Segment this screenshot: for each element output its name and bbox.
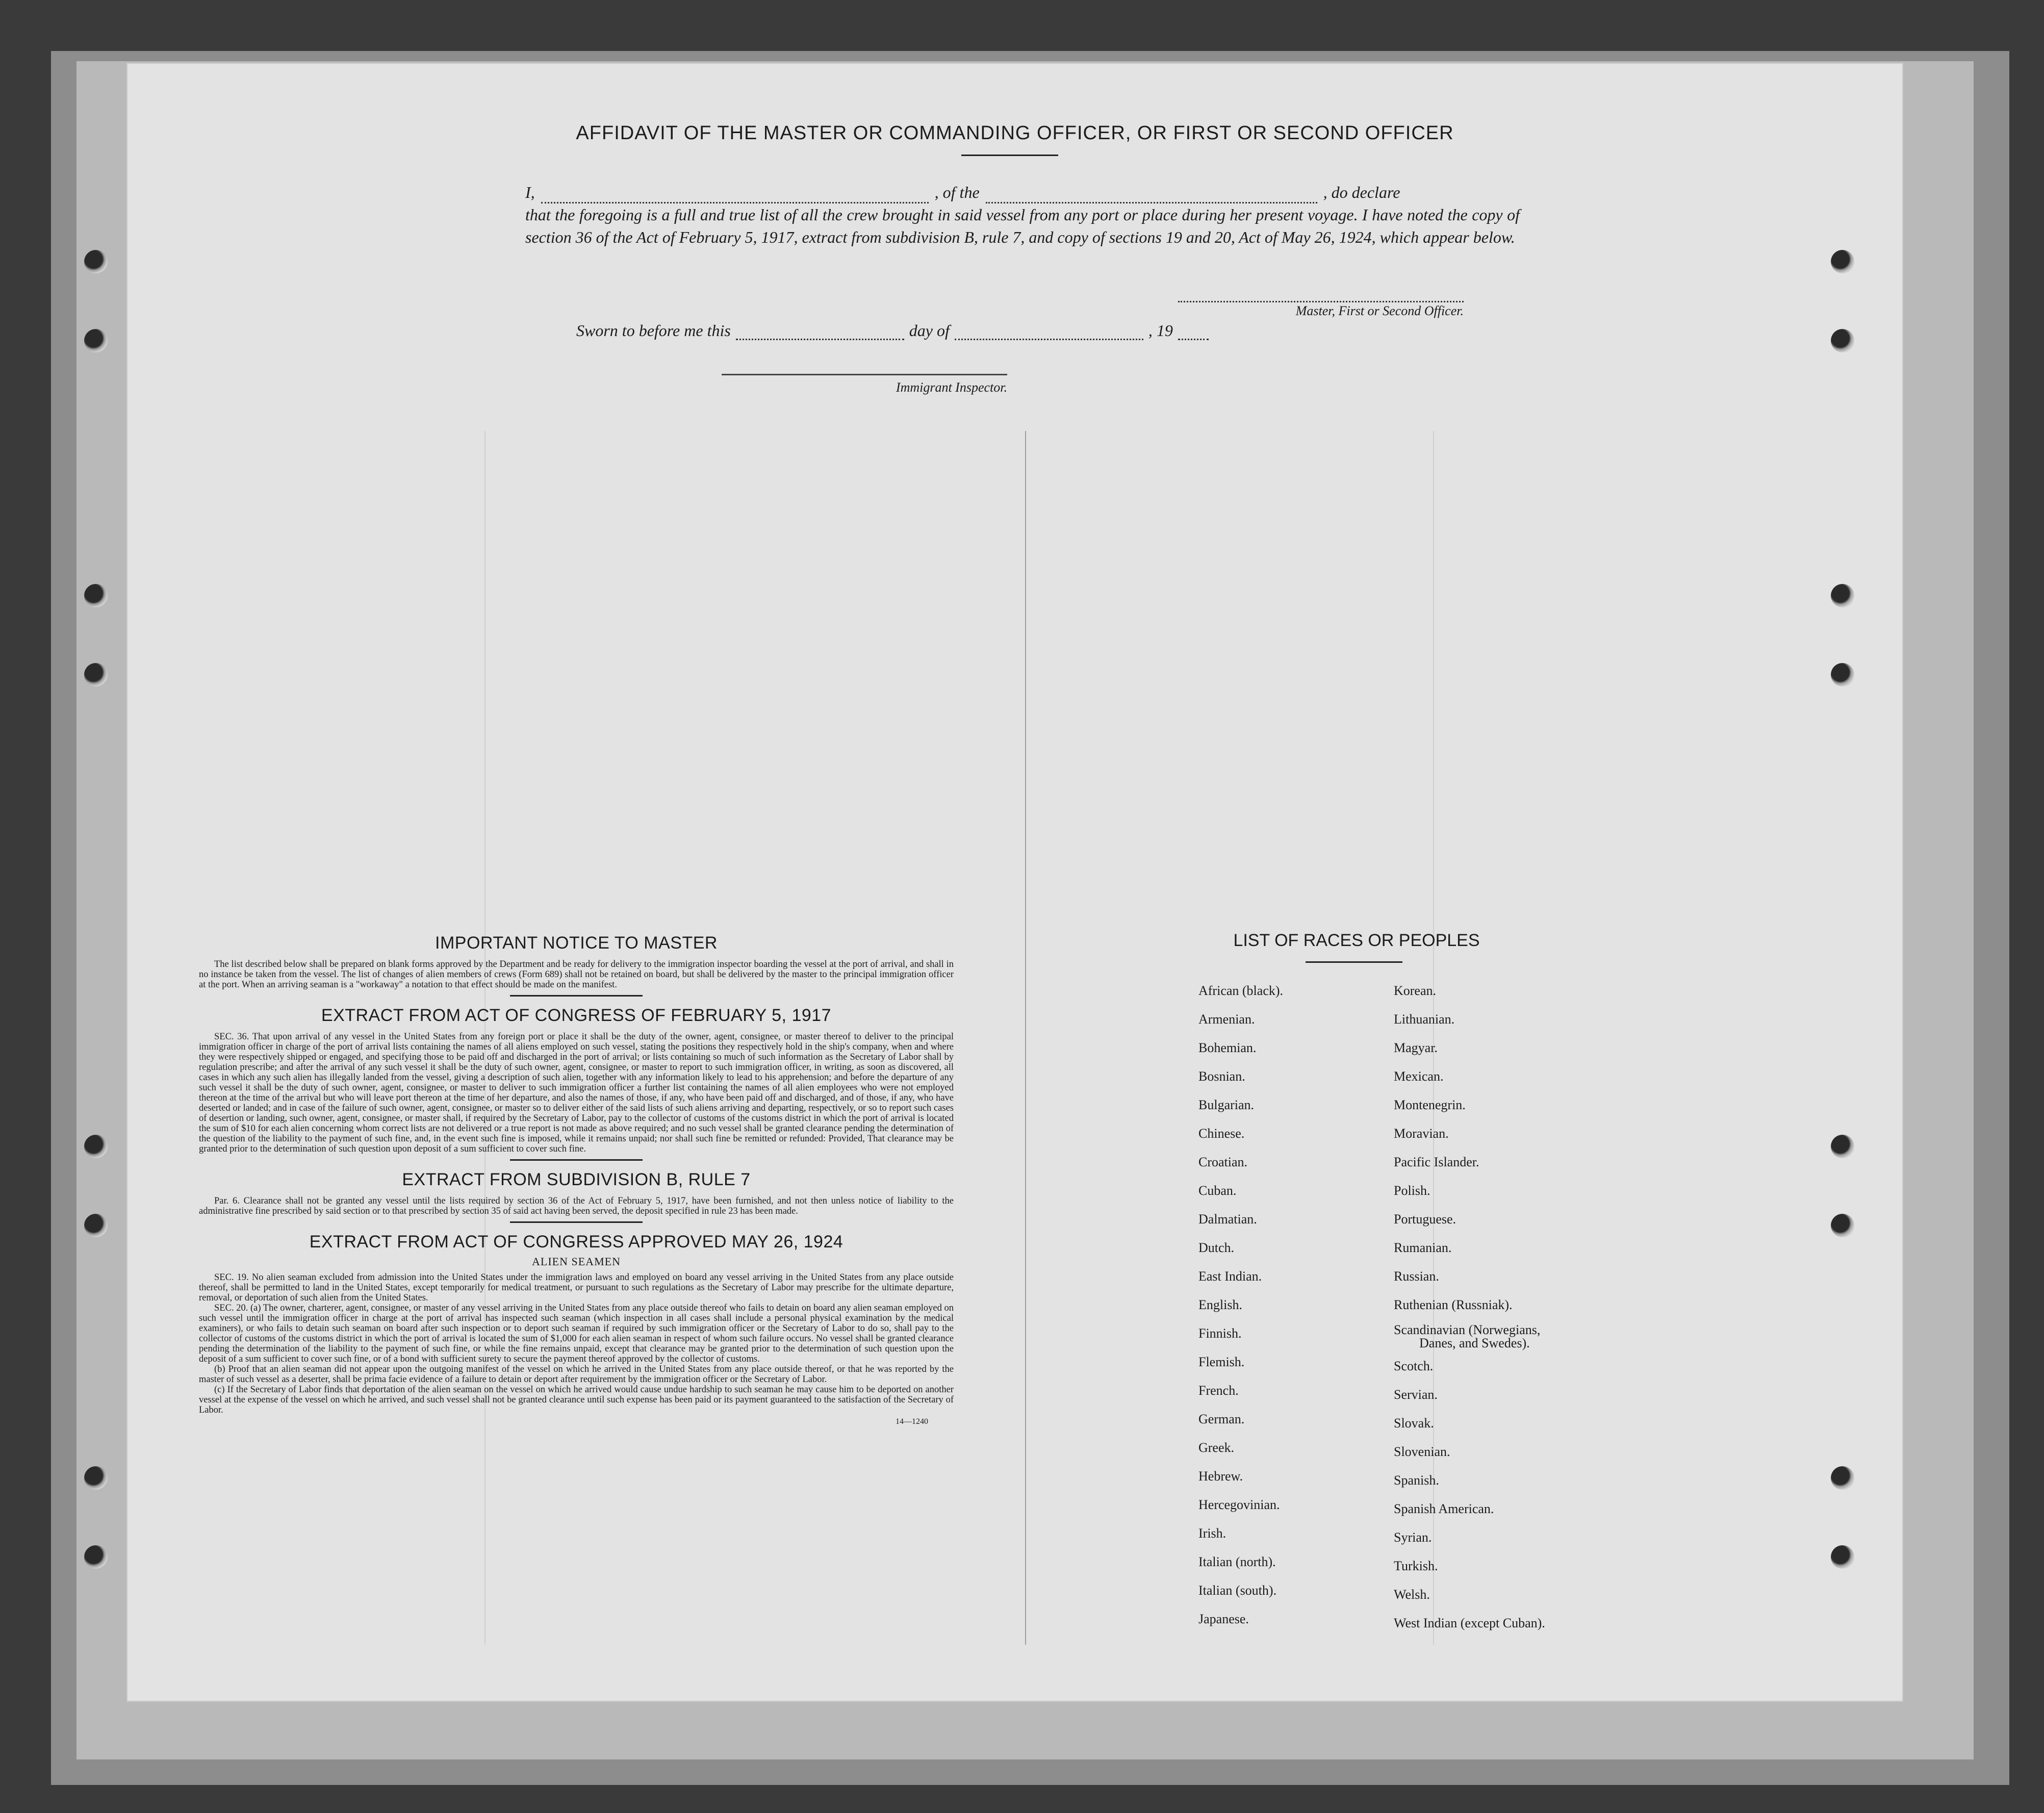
binder-hole-icon bbox=[1831, 1466, 1854, 1490]
race-item: Moravian. bbox=[1394, 1126, 1449, 1141]
race-item: Turkish. bbox=[1394, 1559, 1438, 1573]
races-column-2 bbox=[1394, 977, 1545, 1638]
race-item: Bohemian. bbox=[1198, 1040, 1257, 1055]
race-item: Italian (north). bbox=[1198, 1554, 1276, 1569]
race-item: Magyar. bbox=[1394, 1040, 1438, 1055]
race-item: Ruthenian (Russniak). bbox=[1394, 1297, 1513, 1312]
race-item: Rumanian. bbox=[1394, 1240, 1452, 1255]
race-item: Spanish. bbox=[1394, 1473, 1439, 1488]
declaration-of-the: , of the bbox=[934, 183, 980, 201]
extract-1917-title: EXTRACT FROM ACT OF CONGRESS OF FEBRUARY 5, 1917 bbox=[321, 1006, 832, 1025]
binder-hole-icon bbox=[84, 663, 108, 686]
binder-hole-icon bbox=[84, 584, 108, 607]
race-item: Scotch. bbox=[1394, 1359, 1434, 1373]
race-item: Dalmatian. bbox=[1198, 1212, 1257, 1227]
sworn-line bbox=[576, 321, 1209, 340]
race-item: French. bbox=[1198, 1383, 1239, 1398]
extract-1924-subtitle: ALIEN SEAMEN bbox=[532, 1255, 621, 1268]
binder-hole-icon bbox=[1831, 584, 1854, 607]
binder-hole-icon bbox=[1831, 1545, 1854, 1569]
race-item: Polish. bbox=[1394, 1183, 1430, 1198]
binder-hole-icon bbox=[84, 250, 108, 273]
race-item: Russian. bbox=[1394, 1269, 1439, 1284]
sworn-month-blank[interactable] bbox=[955, 339, 1143, 340]
race-item: Welsh. bbox=[1394, 1587, 1430, 1602]
binder-hole-icon bbox=[84, 1545, 108, 1569]
master-signature-caption: Master, First or Second Officer. bbox=[1295, 303, 1464, 318]
race-item: Mexican. bbox=[1394, 1069, 1444, 1084]
affidavit-title-rule bbox=[961, 155, 1058, 156]
race-item: Bulgarian. bbox=[1198, 1097, 1255, 1112]
races-column-1 bbox=[1198, 977, 1283, 1633]
race-item: Cuban. bbox=[1198, 1183, 1237, 1198]
race-item: Flemish. bbox=[1198, 1355, 1245, 1369]
binder-hole-icon bbox=[1831, 1135, 1854, 1158]
section-rule bbox=[510, 1221, 643, 1223]
race-item: Dutch. bbox=[1198, 1240, 1235, 1255]
race-item: Portuguese. bbox=[1394, 1212, 1457, 1227]
inspector-caption: Immigrant Inspector. bbox=[896, 380, 1007, 395]
races-title: LIST OF RACES OR PEOPLES bbox=[1233, 931, 1480, 950]
section-rule bbox=[510, 995, 643, 997]
race-item: Italian (south). bbox=[1198, 1583, 1277, 1598]
race-item: Montenegrin. bbox=[1394, 1097, 1466, 1112]
race-item: Armenian. bbox=[1198, 1012, 1255, 1027]
day-of-label: day of bbox=[909, 321, 950, 340]
extract-1917-body: SEC. 36. That upon arrival of any vessel in the United States from any foreign port or place it shall be the duty of the owner, agent, consignee, or master thereof to deliver to the principal immigration officer in charge of the port of arrival lists containing the names of all aliens employed on such vessel, stating the positions they respectively hold in the ship's company, when and where they were respectively shipped or engaged, and specifying those to be paid off and discharged in the port of arrival; or lists containing so much of such information as the Secretary of Labor shall by regulation prescribe; and after the arrival of any such vessel it shall be the duty of such owner, agent, consignee, or master to report to such immigration officer, in writing, as soon as discovered, all cases in which any such alien has illegally landed from the vessel, giving a description of such alien, together with any information likely to lead to his apprehension; and before the departure of any such vessel it shall be the duty of such owner, agent, consignee, or master to deliver to such immigration officer a further list containing the names of all alien employees who were not employed thereon at the time of the arrival but who will leave port thereon at the time of her departure, and also the names of those, if any, who have been paid off and discharged, and of those, if any, who have deserted or landed; and in case of the failure of such owner, agent, consignee, or master so to deliver either of the said lists of such aliens arriving and departing, respectively, or so to report such cases of desertion or landing, such owner, agent, consignee, or master shall, if required by the Secretary of Labor, pay to the collector of customs of the customs district in which the port of arrival is located the sum of $10 for each alien concerning whom correct lists are not delivered or a true report is not made as above required; and no such vessel shall be granted clearance pending the determination of the question of the liability to the payment of such fine, and, in the event such fine is imposed, while it remains unpaid; nor shall such fine be remitted or refunded: Provided, That clearance may be granted prior to the determination of such question upon deposit of a sum sufficient to cover such fine. bbox=[199, 1032, 954, 1154]
race-item: African (black). bbox=[1198, 983, 1284, 998]
race-item: Bosnian. bbox=[1198, 1069, 1245, 1084]
binder-hole-icon bbox=[84, 1466, 108, 1490]
binder-hole-icon bbox=[1831, 329, 1854, 352]
races-title-rule bbox=[1306, 961, 1402, 963]
sec-20b-text: (b) Proof that an alien seaman did not appear upon the outgoing manifest of the vessel on which he arrived in the United States from any place outside thereof, or that he was reported by the master of such vessel as a deserter, shall be prima facie evidence of a failure to detain or deport after requirement by the immigration officer or the Secretary of Labor. bbox=[199, 1364, 954, 1385]
race-item: Slovak. bbox=[1394, 1416, 1434, 1431]
race-item: Finnish. bbox=[1198, 1326, 1242, 1341]
form-number: 14—1240 bbox=[896, 1417, 928, 1426]
binder-hole-icon bbox=[1831, 250, 1854, 273]
binder-hole-icon bbox=[84, 1135, 108, 1158]
race-item: Pacific Islander. bbox=[1394, 1155, 1479, 1169]
declaration-i: I, bbox=[525, 183, 535, 201]
sworn-label: Sworn to before me this bbox=[576, 321, 731, 340]
race-item: German. bbox=[1198, 1412, 1245, 1426]
sec-20a-text: SEC. 20. (a) The owner, charterer, agent, consignee, or master of any vessel arriving in the United States from any place outside thereof who fails to detain on board any alien seaman employed on such vessel until the immigration officer in charge at the port of arrival has inspected such seaman (which inspection in all cases shall include a personal physical examination by the medical examiners), or who fails to detain such seaman on board after such inspection or to deport such seaman if required by such immigration officer or the Secretary of Labor to do so, shall pay to the collector of customs of the customs district in which the port of arrival is located the sum of $1,000 for each alien seaman in respect of whom such failure occurs. No vessel shall be granted clearance pending the determination of the liability to the payment of such fine, or while the fine remains unpaid, except that clearance may be granted prior to the determination of such question upon the deposit of a sum sufficient to cover such fine, or of a bond with sufficient surety to secure the payment thereof approved by the collector of customs. bbox=[199, 1303, 954, 1364]
sworn-day-blank[interactable] bbox=[736, 339, 904, 340]
binder-hole-icon bbox=[84, 329, 108, 352]
binder-hole-icon bbox=[1831, 663, 1854, 686]
race-item: Greek. bbox=[1198, 1440, 1235, 1455]
race-item-continuation: Danes, and Swedes). bbox=[1419, 1336, 1530, 1350]
extract-rule7-body: Par. 6. Clearance shall not be granted any vessel until the lists required by section 36 of the Act of February 5, 1917, have been furnished, and not then unless notice of liability to the administrative fine prescribed by said section or to that prescribed by section 35 of said act having been served, the deposit specified in rule 23 has been made. bbox=[199, 1196, 954, 1216]
race-item: Korean. bbox=[1394, 983, 1437, 998]
year-prefix: , 19 bbox=[1148, 321, 1173, 340]
binder-hole-icon bbox=[1831, 1214, 1854, 1237]
sworn-year-blank[interactable] bbox=[1178, 339, 1209, 340]
race-item: Lithuanian. bbox=[1394, 1012, 1455, 1027]
race-item-multiline bbox=[1394, 1319, 1545, 1352]
race-item: Servian. bbox=[1394, 1387, 1438, 1402]
race-item: Japanese. bbox=[1198, 1612, 1249, 1626]
race-item: Syrian. bbox=[1394, 1530, 1432, 1545]
race-item: Hebrew. bbox=[1198, 1469, 1243, 1484]
race-item: Scandinavian (Norwegians, bbox=[1394, 1322, 1541, 1337]
binder-hole-icon bbox=[84, 1214, 108, 1237]
race-item: Hercegovinian. bbox=[1198, 1497, 1280, 1512]
race-item: East Indian. bbox=[1198, 1269, 1262, 1284]
declaration-body: that the foregoing is a full and true list of all the crew brought in said vessel from any port or place during her present voyage. I have noted the copy of section 36 of the Act of February 5, 1917, extract from subdivision B, rule 7, and copy of sections 19 and 20, Act of May 26, 1924, which appear below. bbox=[525, 206, 1520, 246]
inspector-signature-line[interactable] bbox=[722, 374, 1007, 375]
section-rule bbox=[510, 1159, 643, 1161]
extract-1924-title: EXTRACT FROM ACT OF CONGRESS APPROVED MAY 26, 1924 bbox=[309, 1232, 844, 1252]
race-item: Slovenian. bbox=[1394, 1444, 1450, 1459]
extract-rule7-title: EXTRACT FROM SUBDIVISION B, RULE 7 bbox=[402, 1170, 751, 1189]
race-item: Croatian. bbox=[1198, 1155, 1248, 1169]
notice-body: The list described below shall be prepared on blank forms approved by the Department and be ready for delivery to the immigration inspector boarding the vessel at the port of arrival, and shall in no instance be taken from the vessel. The list of changes of alien members of crews (Form 689) shall not be retained on board, but shall be delivered by the master to the principal immigration officer at the port. When an arriving seaman is a "workaway" a notation to that effect should be made on the manifest. bbox=[199, 959, 954, 990]
notice-column bbox=[199, 933, 954, 1426]
race-item: Spanish American. bbox=[1394, 1501, 1494, 1516]
notice-title: IMPORTANT NOTICE TO MASTER bbox=[435, 933, 718, 953]
sec-19-text: SEC. 19. No alien seaman excluded from admission into the United States under the immigration laws and employed on board any vessel arriving in the United States from any place outside thereof, shall be permitted to land in the United States, except temporarily for medical treatment, or pursuant to such regulations as the Secretary of Labor may prescribe for the ultimate departure, removal, or deportation of such alien from the United States. bbox=[199, 1272, 954, 1303]
race-item: West Indian (except Cuban). bbox=[1394, 1616, 1545, 1630]
center-divider bbox=[1025, 431, 1026, 1645]
race-item: Irish. bbox=[1198, 1526, 1227, 1541]
document-page bbox=[127, 64, 1902, 1701]
race-item: English. bbox=[1198, 1297, 1242, 1312]
sec-20c-text: (c) If the Secretary of Labor finds that deportation of the alien seaman on the vessel on which he arrived would cause undue hardship to such seaman he may cause him to be deported on another vessel at the expense of the vessel on which he arrived, and such vessel shall not be granted clearance until such expense has been paid or its payment guaranteed to the satisfaction of the Secretary of Labor. bbox=[199, 1385, 954, 1415]
affidavit-title: AFFIDAVIT OF THE MASTER OR COMMANDING OFFICER, OR FIRST OR SECOND OFFICER bbox=[576, 122, 1454, 144]
declaration bbox=[525, 181, 1520, 248]
race-item: Chinese. bbox=[1198, 1126, 1245, 1141]
master-signature-line[interactable] bbox=[1178, 301, 1464, 302]
declaration-do-declare: , do declare bbox=[1323, 183, 1400, 201]
